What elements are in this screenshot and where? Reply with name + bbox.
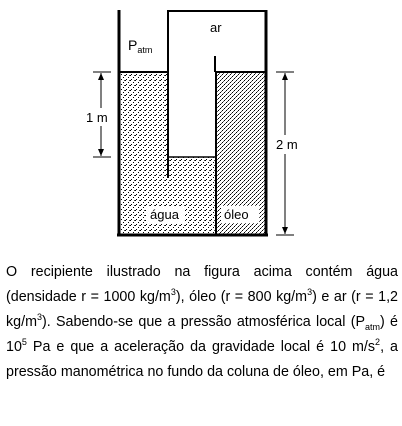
dim-1m-label: 1 m <box>86 110 108 125</box>
dim-2m-arrow-down <box>282 227 288 234</box>
oleo-label: óleo <box>224 207 249 222</box>
question-text: O recipiente ilustrado na figura acima contém água (densidade r = 1000 $kg/m^3$), óleo (r = 800 $kg/m^3$) e ar (r = 1,2 $kg/m^3$). Sabendo-se que a pressão atmosférica local $(P_{atm})$ é $10^5$ Pa e que a aceleração da gravidade local é 10 $m/s^2$, a pressão manométrica no fundo da coluna de óleo, em Pa, é <box>6 264 399 380</box>
agua-label: água <box>150 207 179 222</box>
dim-1m-arrow-up <box>98 73 104 80</box>
air-label: ar <box>210 20 222 35</box>
dim-2m-arrow-up <box>282 73 288 80</box>
dim-2m-label: 2 m <box>276 137 298 152</box>
patm-label: $P_{atm}$ <box>128 37 153 55</box>
dim-1m-arrow-down <box>98 149 104 156</box>
